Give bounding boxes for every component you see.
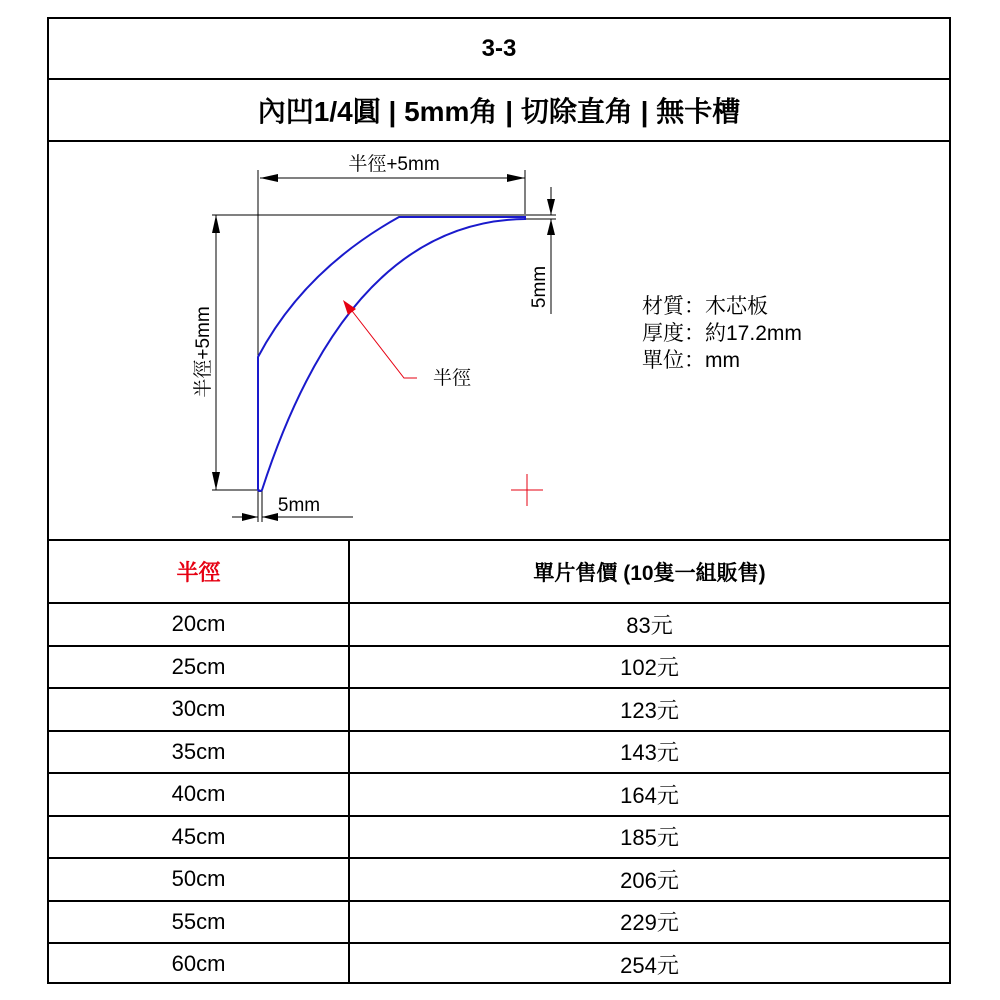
table-row <box>49 772 949 815</box>
top-arrow-left <box>260 174 278 182</box>
spec-unit: 單位：mm <box>642 349 740 372</box>
row-radius: 35cm <box>49 732 350 773</box>
product-sheet <box>47 17 951 984</box>
row-price: 206元 <box>620 867 679 893</box>
row-radius: 50cm <box>49 859 350 900</box>
row-price: 123元 <box>620 697 679 723</box>
product-code: 3-3 <box>49 19 949 80</box>
profile-outline <box>258 217 525 491</box>
row-radius: 25cm <box>49 647 350 688</box>
table-row <box>49 730 949 773</box>
right-thickness-arrow-bottom <box>547 219 555 235</box>
bottom-thickness-label: 5mm <box>277 495 321 516</box>
row-price: 143元 <box>620 740 679 766</box>
spec-thickness: 厚度：約17.2mm <box>642 322 802 345</box>
table-row <box>49 602 949 645</box>
row-radius: 45cm <box>49 817 350 858</box>
row-price: 83元 <box>626 612 673 638</box>
bottom-thickness-arrow-left <box>242 513 258 521</box>
table-row <box>49 687 949 730</box>
header-price: 單片售價 (10隻一組販售) <box>533 561 766 585</box>
row-radius: 55cm <box>49 902 350 943</box>
row-radius: 30cm <box>49 689 350 730</box>
radius-leader-line <box>349 307 417 378</box>
right-thickness-label: 5mm <box>529 265 550 309</box>
row-price: 102元 <box>620 655 679 681</box>
table-row <box>49 645 949 688</box>
left-dimension-label: 半徑+5mm <box>193 306 214 398</box>
row-price: 164元 <box>620 782 679 808</box>
table-row <box>49 815 949 858</box>
price-table <box>49 539 949 984</box>
top-dimension-label: 半徑+5mm <box>348 154 440 175</box>
left-arrow-top <box>212 215 220 233</box>
row-radius: 40cm <box>49 774 350 815</box>
profile-diagram-svg <box>49 142 949 539</box>
profile-drawing <box>49 142 949 539</box>
header-radius: 半徑 <box>49 541 350 602</box>
top-arrow-right <box>507 174 525 182</box>
right-thickness-arrow-top <box>547 199 555 215</box>
row-price: 229元 <box>620 910 679 936</box>
row-price: 185元 <box>620 825 679 851</box>
bottom-thickness-arrow-right <box>262 513 278 521</box>
table-header-row <box>49 539 949 602</box>
row-price: 254元 <box>620 952 679 978</box>
product-subtitle: 內凹1/4圓 | 5mm角 | 切除直角 | 無卡槽 <box>49 80 949 142</box>
left-arrow-bottom <box>212 472 220 490</box>
row-radius: 20cm <box>49 604 350 645</box>
table-row <box>49 857 949 900</box>
radius-label: 半徑 <box>433 368 472 389</box>
row-radius: 60cm <box>49 944 350 984</box>
table-row <box>49 942 949 984</box>
table-row <box>49 900 949 943</box>
spec-material: 材質：木芯板 <box>642 295 768 318</box>
